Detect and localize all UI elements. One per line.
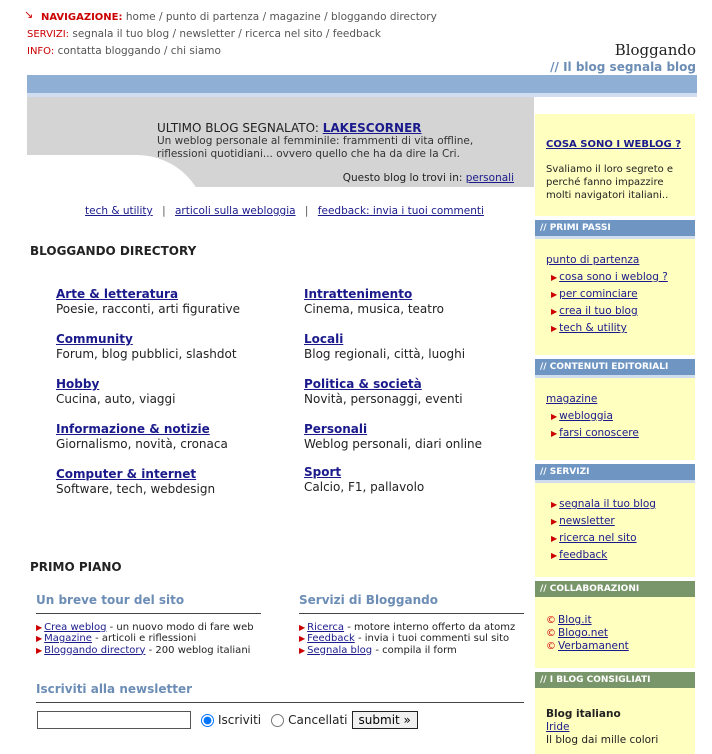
bullet-icon: ▶ — [36, 622, 43, 632]
list-item: ▶ Ricerca - motore interno offerto da atomz — [299, 621, 516, 633]
tour-title: Un breve tour del sito — [36, 595, 261, 614]
sidebar-item-link[interactable]: ricerca nel sito — [559, 532, 637, 544]
bullet-icon: ▶ — [299, 645, 306, 655]
sidebar-header-consigliati: // I BLOG CONSIGLIATI — [535, 672, 695, 688]
primo-piano-title: PRIMO PIANO — [30, 560, 122, 574]
unsubscribe-radio[interactable] — [271, 714, 284, 727]
sublink-tech-utility[interactable]: tech & utility — [85, 205, 153, 217]
sidebar-item-link[interactable]: webloggia — [559, 410, 613, 422]
nav-row-servizi: SERVIZI: segnala il tuo blog / newsletter / ricerca nel sito / feedback — [27, 28, 381, 40]
sidebar-item — [546, 547, 656, 564]
newsletter-form — [37, 711, 418, 729]
sidebar-item — [546, 425, 639, 442]
nav-row-info: INFO: contatta bloggando / chi siamo — [27, 45, 221, 57]
sidebar-collaborazioni — [546, 614, 629, 653]
category-link[interactable]: Locali — [304, 332, 344, 346]
bullet-icon: ▶ — [551, 273, 558, 282]
sidebar-primi-passi — [546, 252, 668, 337]
sidebar-item — [546, 530, 656, 547]
nav-link-contatta[interactable]: contatta bloggando — [57, 45, 161, 57]
bullet-icon: ▶ — [551, 500, 558, 509]
bullet-icon: ▶ — [36, 634, 43, 643]
bullet-icon: ▶ — [551, 307, 558, 316]
sidebar-item — [546, 269, 668, 286]
nav-link-chi-siamo[interactable]: chi siamo — [170, 45, 221, 57]
featured-blog-category-link[interactable]: personali — [465, 172, 514, 184]
category-item: Sport Calcio, F1, pallavolo — [304, 465, 425, 494]
sidebar-consigliati-desc: Il blog dai mille colori — [546, 734, 659, 746]
category-item: Locali Blog regionali, città, luoghi — [304, 332, 466, 361]
sidebar-item-link[interactable]: newsletter — [559, 515, 615, 527]
sidebar-header-contenuti: // CONTENUTI EDITORIALI — [535, 359, 695, 375]
list-item: ▶ Bloggando directory - 200 weblog italiani — [36, 644, 251, 656]
category-item: Computer & internet Software, tech, webdesign — [56, 467, 216, 496]
sub-links: tech & utility | articoli sulla webloggia | feedback: invia i tuoi commenti — [85, 205, 484, 217]
bullet-icon: ▶ — [551, 551, 558, 560]
servizi-title: Servizi di Bloggando — [299, 595, 524, 614]
servizi-link[interactable]: Segnala blog — [307, 644, 373, 656]
category-item: Politica & società Novità, personaggi, eventi — [304, 377, 463, 406]
category-link[interactable]: Politica & società — [304, 377, 422, 391]
bullet-icon: ▶ — [551, 290, 558, 299]
category-link[interactable]: Informazione & notizie — [56, 422, 210, 436]
bullet-icon: ▶ — [551, 534, 558, 543]
category-link[interactable]: Hobby — [56, 377, 100, 391]
nav-label-info: INFO: — [27, 46, 55, 57]
featured-blog-description: Un weblog personale al femminile: frammenti di vita offline, riflessioni quotidiani... ovvero quello che ha da dire la Cri. — [157, 135, 474, 160]
sublink-feedback[interactable]: feedback: invia i tuoi commenti — [317, 205, 484, 217]
tour-link[interactable]: Bloggando directory — [44, 644, 146, 656]
sidebar-header-collaborazioni: // COLLABORAZIONI — [535, 581, 695, 597]
sidebar-item — [546, 513, 656, 530]
subscribe-label: Iscriviti — [218, 713, 262, 727]
sidebar-item — [546, 320, 668, 337]
sidebar-item-link[interactable]: cosa sono i weblog ? — [559, 271, 668, 283]
sidebar-item — [546, 640, 629, 653]
category-link[interactable]: Community — [56, 332, 133, 346]
category-item: Intrattenimento Cinema, musica, teatro — [304, 287, 444, 316]
category-item: Community Forum, blog pubblici, slashdot — [56, 332, 237, 361]
sidebar-item-link[interactable]: Verbamanent — [558, 640, 629, 652]
category-item: Personali Weblog personali, diari online — [304, 422, 483, 451]
sidebar-contenuti — [546, 391, 639, 442]
category-item: Hobby Cucina, auto, viaggi — [56, 377, 176, 406]
brand — [550, 41, 696, 74]
category-link[interactable]: Personali — [304, 422, 368, 436]
list-item: ▶ Segnala blog - compila il form — [299, 644, 457, 656]
bullet-icon: ▶ — [551, 517, 558, 526]
sidebar-item-link[interactable]: feedback — [559, 549, 608, 561]
nav-link-ricerca[interactable]: ricerca nel sito — [245, 28, 323, 40]
featured-blog-panel — [27, 97, 534, 187]
category-link[interactable]: Arte & letteratura — [56, 287, 179, 301]
tour-link[interactable]: Magazine — [44, 633, 92, 644]
sublink-articoli[interactable]: articoli sulla webloggia — [174, 205, 296, 217]
sidebar-link-iride[interactable]: Iride — [546, 721, 570, 733]
sidebar-item-link[interactable]: Blog.it — [558, 614, 592, 626]
list-item: ▶ Feedback - invia i tuoi commenti sul sito — [299, 633, 510, 644]
sidebar-intro-text: Svaliamo il loro segreto e perché fanno impazzire molti navigatori italiani.. — [546, 164, 674, 201]
nav-label-servizi: SERVIZI: — [27, 29, 70, 40]
sidebar-consigliati-subtitle: Blog italiano — [546, 708, 621, 720]
sidebar-item — [546, 496, 656, 513]
unsubscribe-label: Cancellati — [288, 713, 348, 727]
sidebar-item — [546, 408, 639, 425]
category-item: Informazione & notizie Giornalismo, novità, cronaca — [56, 422, 228, 451]
sidebar-item — [546, 303, 668, 320]
subscribe-radio[interactable] — [201, 714, 214, 727]
sidebar-consigliati — [546, 708, 658, 747]
category-link[interactable]: Sport — [304, 465, 342, 479]
sidebar-item-link[interactable]: crea il tuo blog — [559, 305, 638, 317]
nav-link-home[interactable]: home — [125, 11, 156, 23]
category-item: Arte & letteratura Poesie, racconti, arti figurative — [56, 287, 240, 316]
top-navigation — [24, 8, 437, 60]
sidebar-item-link[interactable]: segnala il tuo blog — [559, 498, 656, 510]
newsletter-title: Iscriviti alla newsletter — [36, 682, 524, 703]
bullet-icon: ▶ — [299, 622, 306, 632]
servizi-box — [299, 595, 524, 656]
submit-button[interactable]: submit » — [352, 711, 418, 729]
servizi-link[interactable]: Feedback — [307, 633, 355, 644]
nav-link-feedback[interactable]: feedback — [332, 28, 381, 40]
directory-title: BLOGGANDO DIRECTORY — [30, 244, 197, 258]
sidebar-link-magazine[interactable]: magazine — [546, 393, 598, 405]
bullet-icon: ▶ — [551, 324, 558, 333]
sidebar-item — [546, 614, 629, 627]
servizi-link[interactable]: Ricerca — [307, 621, 345, 633]
newsletter-section — [36, 682, 524, 703]
sidebar-item-link[interactable]: per cominciare — [559, 288, 638, 300]
sidebar-item-link[interactable]: tech & utility — [559, 322, 627, 334]
sidebar-header-servizi: // SERVIZI — [535, 464, 695, 480]
bullet-icon: ▶ — [551, 429, 558, 438]
sidebar-intro — [546, 136, 686, 202]
site-tagline: // Il blog segnala blog — [550, 60, 696, 74]
sidebar-item-link[interactable]: Blogo.net — [558, 627, 609, 639]
nav-link-newsletter[interactable]: newsletter — [179, 28, 235, 40]
tour-link[interactable]: Crea weblog — [44, 621, 107, 633]
sidebar-header-primi-passi: // PRIMI PASSI — [535, 220, 695, 236]
list-item: ▶ Magazine - articoli e riflessioni — [36, 633, 197, 644]
sidebar-intro-link[interactable]: COSA SONO I WEBLOG ? — [546, 139, 682, 150]
copyright-icon: © — [546, 615, 556, 626]
featured-blog-category: Questo blog lo trovi in: personali — [342, 172, 514, 184]
newsletter-email-input[interactable] — [37, 711, 191, 729]
copyright-icon: © — [546, 628, 556, 639]
site-title: Bloggando — [614, 41, 696, 59]
category-link[interactable]: Computer & internet — [56, 467, 197, 481]
sidebar-item — [546, 627, 629, 640]
featured-blog-link[interactable]: LAKESCORNER — [322, 121, 422, 135]
arrow-icon: ↘ — [24, 8, 34, 21]
nav-link-bloggando-directory[interactable]: bloggando directory — [330, 11, 437, 23]
sidebar-item-link[interactable]: farsi conoscere — [559, 427, 639, 439]
nav-label-navigazione: NAVIGAZIONE: — [41, 12, 123, 23]
category-link[interactable]: Intrattenimento — [304, 287, 413, 301]
copyright-icon: © — [546, 641, 556, 652]
nav-link-punto-di-partenza[interactable]: punto di partenza — [165, 11, 260, 23]
sidebar-item — [546, 286, 668, 303]
bullet-icon: ▶ — [551, 412, 558, 421]
tour-box — [36, 595, 261, 656]
list-item: ▶ Crea weblog - un nuovo modo di fare web — [36, 621, 254, 633]
nav-link-magazine[interactable]: magazine — [269, 11, 321, 23]
sidebar-servizi — [546, 496, 656, 564]
nav-link-segnala[interactable]: segnala il tuo blog — [72, 28, 170, 40]
bullet-icon: ▶ — [36, 645, 43, 655]
featured-blog-heading: ULTIMO BLOG SEGNALATO: LAKESCORNER — [157, 121, 422, 135]
nav-row-navigazione: NAVIGAZIONE: home / punto di partenza / magazine / bloggando directory — [41, 11, 437, 23]
bullet-icon: ▶ — [299, 634, 306, 643]
sidebar-link-punto-di-partenza[interactable]: punto di partenza — [546, 254, 640, 266]
